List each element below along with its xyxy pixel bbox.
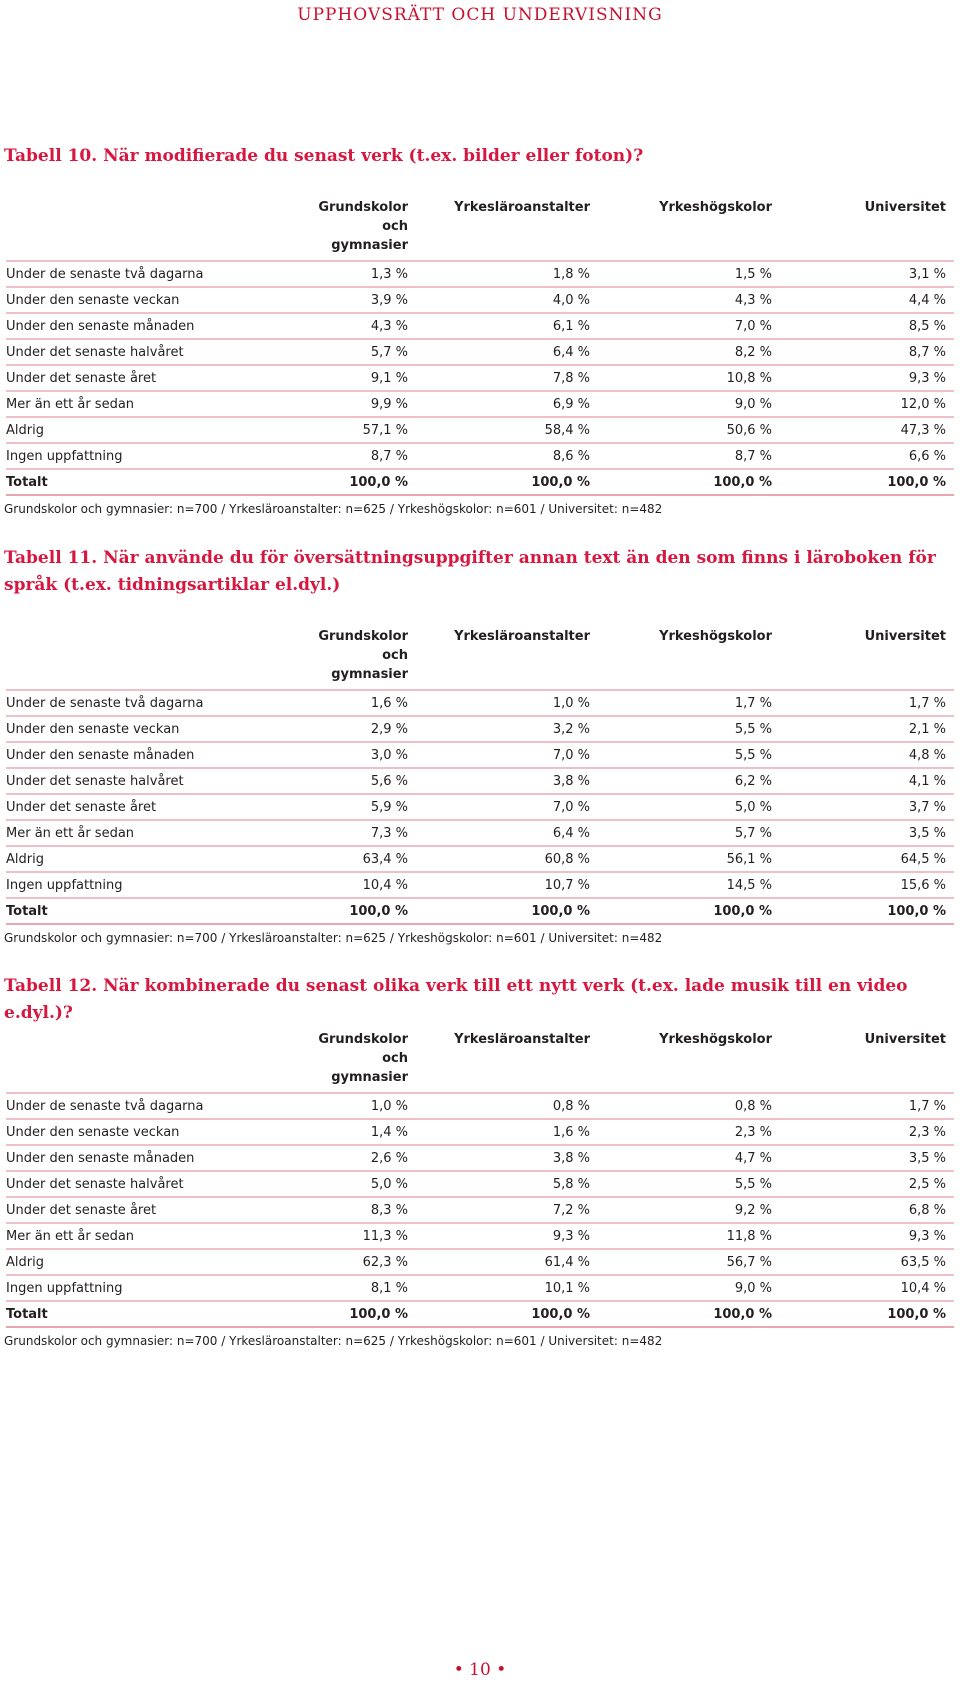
cell: 3,5 % [780, 1145, 954, 1171]
cell: 8,3 % [311, 1197, 416, 1223]
column-header: Yrkesläroanstalter [416, 627, 598, 690]
row-label: Aldrig [6, 1249, 311, 1275]
column-header: Yrkeshögskolor [598, 198, 780, 261]
cell: 1,4 % [311, 1119, 416, 1145]
cell: 8,7 % [598, 443, 780, 469]
table-header-row [6, 627, 954, 690]
table-row [6, 846, 954, 872]
row-label: Mer än ett år sedan [6, 820, 311, 846]
cell: 1,3 % [311, 261, 416, 287]
cell: 57,1 % [311, 417, 416, 443]
table-row [6, 716, 954, 742]
column-header: Yrkeshögskolor [598, 1030, 780, 1093]
cell: 6,6 % [780, 443, 954, 469]
column-header: Grundskolor och gymnasier [311, 627, 416, 690]
cell: 5,5 % [598, 716, 780, 742]
cell: 5,9 % [311, 794, 416, 820]
cell: 8,7 % [780, 339, 954, 365]
row-label: Under det senaste året [6, 794, 311, 820]
row-label: Under de senaste två dagarna [6, 1093, 311, 1119]
cell: 3,8 % [416, 768, 598, 794]
cell: 2,5 % [780, 1171, 954, 1197]
cell: 9,1 % [311, 365, 416, 391]
cell: 7,0 % [598, 313, 780, 339]
cell: 4,8 % [780, 742, 954, 768]
cell: 2,1 % [780, 716, 954, 742]
cell: 7,8 % [416, 365, 598, 391]
cell: 1,7 % [598, 690, 780, 716]
cell: 100,0 % [311, 469, 416, 495]
cell: 1,6 % [311, 690, 416, 716]
table-row [6, 1093, 954, 1119]
cell: 4,1 % [780, 768, 954, 794]
table-row [6, 742, 954, 768]
table-row [6, 391, 954, 417]
sample-size-note: Grundskolor och gymnasier: n=700 / Yrkesläroanstalter: n=625 / Yrkeshögskolor: n=601 / Universitet: n=482 [4, 931, 663, 945]
cell: 4,7 % [598, 1145, 780, 1171]
cell: 4,3 % [311, 313, 416, 339]
cell: 62,3 % [311, 1249, 416, 1275]
cell: 50,6 % [598, 417, 780, 443]
total-row [6, 898, 954, 924]
cell: 3,5 % [780, 820, 954, 846]
row-label: Under det senaste halvåret [6, 339, 311, 365]
cell: 3,0 % [311, 742, 416, 768]
cell: 8,2 % [598, 339, 780, 365]
cell: 3,9 % [311, 287, 416, 313]
row-label: Ingen uppfattning [6, 872, 311, 898]
cell: 5,7 % [311, 339, 416, 365]
cell: 0,8 % [598, 1093, 780, 1119]
cell: 100,0 % [598, 898, 780, 924]
page-number: • 10 • [453, 1660, 507, 1680]
cell: 64,5 % [780, 846, 954, 872]
cell: 5,8 % [416, 1171, 598, 1197]
row-label: Under den senaste veckan [6, 1119, 311, 1145]
table-row [6, 313, 954, 339]
cell: 9,9 % [311, 391, 416, 417]
cell: 6,4 % [416, 820, 598, 846]
cell: 10,4 % [311, 872, 416, 898]
cell: 6,8 % [780, 1197, 954, 1223]
cell: 14,5 % [598, 872, 780, 898]
cell: 9,3 % [780, 365, 954, 391]
table-11-title [4, 545, 958, 599]
table-title: Tabell 12. När kombinerade du senast olika verk till ett nytt verk (t.ex. lade musik till en video e.dyl.)? [4, 976, 908, 1023]
table-row [6, 443, 954, 469]
sample-size-note: Grundskolor och gymnasier: n=700 / Yrkesläroanstalter: n=625 / Yrkeshögskolor: n=601 / Universitet: n=482 [4, 1334, 663, 1348]
cell: 5,5 % [598, 742, 780, 768]
table-header-row [6, 1030, 954, 1093]
table-title: Tabell 11. När använde du för översättningsuppgifter annan text än den som finns i läroboken för språk (t.ex. tidningsartiklar el.dyl.) [4, 548, 936, 595]
cell: 15,6 % [780, 872, 954, 898]
table-row [6, 872, 954, 898]
column-header: Universitet [780, 1030, 954, 1093]
cell: 10,7 % [416, 872, 598, 898]
column-header: Grundskolor och gymnasier [311, 198, 416, 261]
cell: 6,4 % [416, 339, 598, 365]
row-label: Under den senaste veckan [6, 716, 311, 742]
row-label: Totalt [6, 898, 311, 924]
column-header: Yrkesläroanstalter [416, 1030, 598, 1093]
table-row [6, 287, 954, 313]
cell: 47,3 % [780, 417, 954, 443]
cell: 0,8 % [416, 1093, 598, 1119]
cell: 6,1 % [416, 313, 598, 339]
cell: 100,0 % [780, 898, 954, 924]
row-header-cell [6, 627, 311, 690]
row-label: Under den senaste månaden [6, 1145, 311, 1171]
column-header: Universitet [780, 627, 954, 690]
cell: 100,0 % [311, 898, 416, 924]
row-label: Totalt [6, 1301, 311, 1327]
total-row [6, 469, 954, 495]
table-row [6, 1145, 954, 1171]
row-label: Aldrig [6, 846, 311, 872]
cell: 8,7 % [311, 443, 416, 469]
cell: 100,0 % [311, 1301, 416, 1327]
row-label: Aldrig [6, 417, 311, 443]
cell: 1,7 % [780, 690, 954, 716]
row-label: Ingen uppfattning [6, 1275, 311, 1301]
total-row [6, 1301, 954, 1327]
row-label: Under den senaste veckan [6, 287, 311, 313]
cell: 63,5 % [780, 1249, 954, 1275]
column-header: Yrkeshögskolor [598, 627, 780, 690]
cell: 10,8 % [598, 365, 780, 391]
row-label: Mer än ett år sedan [6, 391, 311, 417]
row-label: Ingen uppfattning [6, 443, 311, 469]
column-header: Universitet [780, 198, 954, 261]
cell: 63,4 % [311, 846, 416, 872]
table-row [6, 365, 954, 391]
cell: 2,3 % [598, 1119, 780, 1145]
cell: 1,0 % [416, 690, 598, 716]
table-row [6, 1171, 954, 1197]
row-header-cell [6, 198, 311, 261]
cell: 56,7 % [598, 1249, 780, 1275]
cell: 7,0 % [416, 742, 598, 768]
cell: 1,6 % [416, 1119, 598, 1145]
cell: 11,3 % [311, 1223, 416, 1249]
cell: 1,5 % [598, 261, 780, 287]
row-label: Under det senaste året [6, 365, 311, 391]
cell: 100,0 % [598, 469, 780, 495]
table-row [6, 417, 954, 443]
cell: 9,2 % [598, 1197, 780, 1223]
cell: 3,7 % [780, 794, 954, 820]
table-row [6, 768, 954, 794]
cell: 10,1 % [416, 1275, 598, 1301]
cell: 5,6 % [311, 768, 416, 794]
cell: 3,8 % [416, 1145, 598, 1171]
table-row [6, 339, 954, 365]
cell: 2,6 % [311, 1145, 416, 1171]
cell: 4,0 % [416, 287, 598, 313]
cell: 5,0 % [598, 794, 780, 820]
cell: 5,5 % [598, 1171, 780, 1197]
cell: 100,0 % [416, 469, 598, 495]
cell: 10,4 % [780, 1275, 954, 1301]
cell: 3,2 % [416, 716, 598, 742]
cell: 7,2 % [416, 1197, 598, 1223]
table-11 [6, 627, 954, 925]
table-row [6, 690, 954, 716]
table-header-row [6, 198, 954, 261]
table-title: Tabell 10. När modifierade du senast verk (t.ex. bilder eller foton)? [4, 146, 644, 166]
table-row [6, 261, 954, 287]
row-label: Under det senaste året [6, 1197, 311, 1223]
cell: 4,3 % [598, 287, 780, 313]
row-label: Under de senaste två dagarna [6, 261, 311, 287]
table-row [6, 1197, 954, 1223]
cell: 61,4 % [416, 1249, 598, 1275]
cell: 1,0 % [311, 1093, 416, 1119]
cell: 1,8 % [416, 261, 598, 287]
cell: 100,0 % [780, 469, 954, 495]
table-row [6, 1249, 954, 1275]
cell: 12,0 % [780, 391, 954, 417]
cell: 60,8 % [416, 846, 598, 872]
cell: 8,5 % [780, 313, 954, 339]
cell: 9,0 % [598, 391, 780, 417]
table-row [6, 820, 954, 846]
cell: 100,0 % [416, 1301, 598, 1327]
column-header: Grundskolor och gymnasier [311, 1030, 416, 1093]
cell: 3,1 % [780, 261, 954, 287]
cell: 2,3 % [780, 1119, 954, 1145]
cell: 4,4 % [780, 287, 954, 313]
cell: 100,0 % [598, 1301, 780, 1327]
row-label: Under de senaste två dagarna [6, 690, 311, 716]
table-10-title [4, 143, 958, 170]
cell: 11,8 % [598, 1223, 780, 1249]
row-label: Under den senaste månaden [6, 742, 311, 768]
cell: 2,9 % [311, 716, 416, 742]
cell: 1,7 % [780, 1093, 954, 1119]
table-row [6, 1275, 954, 1301]
column-header: Yrkesläroanstalter [416, 198, 598, 261]
cell: 7,0 % [416, 794, 598, 820]
row-label: Under det senaste halvåret [6, 1171, 311, 1197]
row-header-cell [6, 1030, 311, 1093]
cell: 8,6 % [416, 443, 598, 469]
table-row [6, 794, 954, 820]
cell: 58,4 % [416, 417, 598, 443]
table-12 [6, 1030, 954, 1328]
cell: 6,9 % [416, 391, 598, 417]
cell: 9,0 % [598, 1275, 780, 1301]
cell: 7,3 % [311, 820, 416, 846]
cell: 9,3 % [780, 1223, 954, 1249]
row-label: Mer än ett år sedan [6, 1223, 311, 1249]
row-label: Totalt [6, 469, 311, 495]
row-label: Under det senaste halvåret [6, 768, 311, 794]
cell: 100,0 % [416, 898, 598, 924]
table-12-title [4, 973, 958, 1027]
table-row [6, 1223, 954, 1249]
cell: 8,1 % [311, 1275, 416, 1301]
sample-size-note: Grundskolor och gymnasier: n=700 / Yrkesläroanstalter: n=625 / Yrkeshögskolor: n=601 / Universitet: n=482 [4, 502, 663, 516]
cell: 9,3 % [416, 1223, 598, 1249]
row-label: Under den senaste månaden [6, 313, 311, 339]
cell: 56,1 % [598, 846, 780, 872]
running-header: UPPHOVSRÄTT OCH UNDERVISNING [297, 5, 663, 25]
cell: 100,0 % [780, 1301, 954, 1327]
cell: 5,0 % [311, 1171, 416, 1197]
cell: 5,7 % [598, 820, 780, 846]
cell: 6,2 % [598, 768, 780, 794]
table-10 [6, 198, 954, 496]
table-row [6, 1119, 954, 1145]
